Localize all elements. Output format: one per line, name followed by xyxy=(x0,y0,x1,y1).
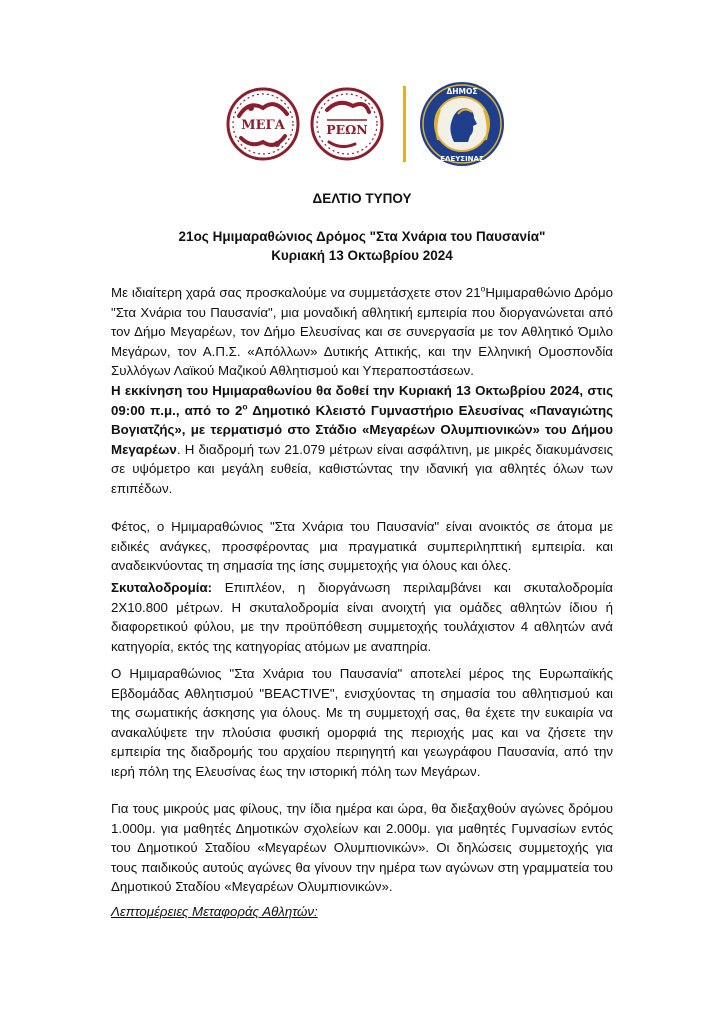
start-bold-a: Η εκκίνηση του Ημιμαραθωνίου θα δοθεί την Κυριακή 13 Οκτωβρίου 2024, στις 09:00 π.μ., από το 2 xyxy=(111,383,613,418)
seal-bottom-text: ΕΛΕΥΣΙΝΑΣ xyxy=(440,155,484,163)
logo-divider xyxy=(403,86,406,162)
municipality-seal-logo xyxy=(418,80,506,168)
megareon-coin-logo xyxy=(309,86,385,162)
relay-label: Σκυταλοδρομία: xyxy=(111,580,213,595)
intro-paragraph xyxy=(111,283,613,381)
event-title: 21ος Ημιμαραθώνιος Δρόμος "Στα Χνάρια του Παυσανία" xyxy=(178,229,546,244)
intro-text-a: Με ιδιαίτερη χαρά σας προσκαλούμε να συμμετάσχετε στον 21 xyxy=(111,285,481,300)
megara-coin-logo xyxy=(225,86,301,162)
inclusion-paragraph: Φέτος, ο Ημιμαραθώνιος "Στα Χνάρια του Παυσανία" είναι ανοικτός σε άτομα με ειδικές ανάγκες, προσφέροντας μια πραγματικά συμπεριληπτική εμπειρία. και αναδεικνύοντας τη σημασία της ίσης συμμετοχής για όλους και όλες. xyxy=(111,519,613,574)
transport-details-heading: Λεπτομέρειες Μεταφοράς Αθλητών: xyxy=(111,904,318,919)
beactive-paragraph: Ο Ημιμαραθώνιος "Στα Χνάρια του Παυσανία" αποτελεί μέρος της Ευρωπαϊκής Εβδομάδας Αθλητισμού "BEACTIVE", ενισχύοντας τη σημασία του αθλητισμού και της σωματικής άσκησης για όλους. Με τη συμμετοχή σας, θα έχετε την ευκαιρία να ανακαλύψετε την πλούσια φυσική ομορφιά της περιοχής μας και να ζήσετε την εμπειρία της διαδρομής του αρχαίου περιηγητή και γεωγράφου Παυσανία, από την ιερή πόλη της Ελευσίνας έως την ιστορική πόλη των Μεγάρων. xyxy=(111,666,613,779)
relay-paragraph xyxy=(111,578,613,656)
header-logos xyxy=(225,80,505,168)
intro-text-b: Ημιμαραθώνιο Δρόμο "Στα Χνάρια του Παυσανία", μια μοναδική αθλητική εμπειρία που διοργανώνεται από τον Δήμο Μεγαρέων, τον Δήμο Ελευσίνας και σε συνεργασία με τον Αθλητικό Όμιλο Μεγάρων, τον Α.Π.Σ. «Απόλλων» Δυτικής Αττικής, και την Ελληνική Ομοσπονδία Συλλόγων Λαϊκού Μαζικού Αθλητισμού και Υπεραποστάσεων. xyxy=(111,285,614,379)
seal-top-text: ΔΗΜΟΣ xyxy=(446,87,478,96)
event-date: Κυριακή 13 Οκτωβρίου 2024 xyxy=(271,248,453,263)
start-rest-text: . Η διαδρομή των 21.079 μέτρων είναι ασφάλτινη, με μικρές διακυμάνσεις σε υψόμετρο και μεγάλη ευθεία, καθιστώντας την ιδανική για αθλητές όλων των επιπέδων. xyxy=(111,441,613,496)
relay-text: Επιπλέον, η διοργάνωση περιλαμβάνει και σκυταλοδρομία 2Χ10.800 μέτρων. Η σκυταλοδρομία είναι ανοιχτή για ομάδες αθλητών ίδιου ή διαφορετικού φύλου, με την προϋπόθεση συμμετοχής τουλάχιστον 4 αθλητών ανά κατηγορία, εκτός της κατηγορίας ατόμων με αναπηρία. xyxy=(111,580,613,654)
coin2-text: ΡΕΩΝ xyxy=(326,122,368,137)
start-details-paragraph xyxy=(111,381,613,499)
document-title: ΔΕΛΤΙΟ ΤΥΠΟΥ xyxy=(312,191,412,206)
kids-races-paragraph: Για τους μικρούς μας φίλους, την ίδια ημέρα και ώρα, θα διεξαχθούν αγώνες δρόμου 1.000μ. για μαθητές Δημοτικών σχολείων και 2.000μ. για μαθητές Γυμνασίων εντός του Δημοτικού Σταδίου «Μεγαρέων Ολυμπιονικών». Οι δηλώσεις συμμετοχής για τους παιδικούς αυτούς αγώνες θα γίνουν την ημέρα των αγώνων στη γραμματεία του Δημοτικού Σταδίου «Μεγαρέων Ολυμπιονικών». xyxy=(111,801,613,895)
start-ordinal-sup: ο xyxy=(242,401,248,412)
start-bold-b: Δημοτικό Κλειστό Γυμναστήριο Ελευσίνας «Παναγιώτης Βογιατζής», με τερματισμό στο Στάδιο «Μεγαρέων Ολυμπιονικών» του Δήμου Μεγαρέων xyxy=(111,402,613,457)
intro-ordinal-sup: ο xyxy=(480,283,486,294)
coin1-text: ΜΕΓΑ xyxy=(241,118,285,133)
